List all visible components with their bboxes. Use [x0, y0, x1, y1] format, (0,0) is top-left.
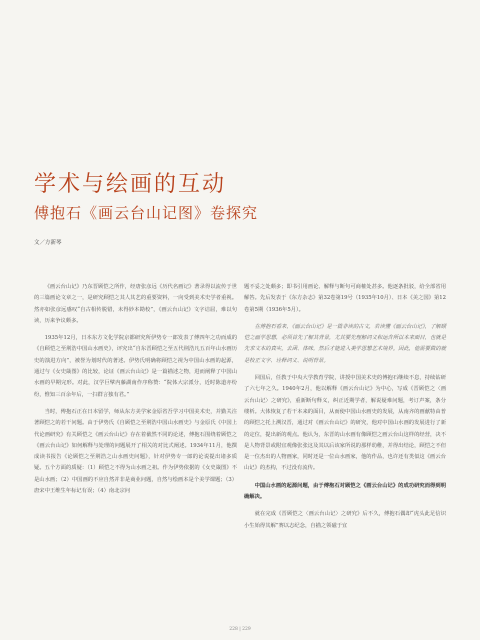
left-text-column: [34, 282, 237, 503]
paragraph: 就在完成《晋顾恺之〈画云台山记〉之研究》后不久，傅抱石偶却“虎头此足信识小生始得其解”赛以志纪念，自描之领磁于宜: [244, 511, 446, 529]
article-title: 学术与绘画的互动: [34, 172, 227, 197]
quote-paragraph: 在傅抱石看来，《画云台山记》是一篇非读的古文，若读懂《画云台山记》，了解顾恺之画学思想，必须首先了解其背景，尤其要先理解词义和运含所以本来面目，也就是先求文本的真实。去函、体味，然后才能进入美学思想艺术境界。因此，他需要做的就是校正文字、诠释词义、说明背景。: [244, 323, 446, 364]
page-number: 228 | 229: [229, 627, 251, 632]
paragraph: 回国后，任教于中央大学教育学院，讲授中国美术史的傅抱石继续不息，持续钻研了六七年之久。1940年2月，他以解释《画云台山记》为中心，写成《晋顾恺之〈画云台山记〉之研究》，重新断句释义，纠正近期学者，解说疑难问题，考订声案，条分缕析。大体恢复了若干本来的面目，从而使中国山水画史的发展，从南齐的画献特由普的顾恺之托上溯汉晋，通过对《画云台山记》的研究，他对中国山水画的发展进行了新的定位，提出新的观点。他认为，东晋的山水画有像顾恺之画云台山这样的经营，决不是人物背景或附宜观像张张这及其以后该家所说的那样幼稚，并得出结论，顾恺之不但是一位杰出的人物画家，同时还是一位山水画家，他的作品，也许还有类似这《画云台山记》的杰构，不过没有流传。: [244, 375, 446, 472]
paragraph: 1935年12月，日本东方文化学院京都研究所伊势专一郎发表了傅四年之功而成的《自顾恺之至荆浩中国山水画史》，评究出“自东晋顾恺之至五代荆浩凡五百年山水画历史的演进方向”，被誉为划时代的著述。伊势氏明确将顾恺之视为中国山水画的起源，通过与《女史箴图》的比较，论证《画云台山记》是一篇描述之物，进而阐释了中国山水画的早期完形。对此，汉学巨擘内藤湖南作序称赞：“院体大宗派分，近时陈道亦纷纷，惟知三百余年后，一扫群言独有君。”: [34, 335, 237, 398]
article-subtitle: 傅抱石《画云台山记图》卷探究: [34, 204, 259, 222]
paragraph: 题不妥之处颇多；即书引用画论、解释与断句可商榷处甚多。他逐条批驳，给全部省用解答。先后发表于《东方杂志》第32卷第19号（1935年10月）、日本《美之国》第12卷第5期（1936年5月）。: [244, 284, 446, 313]
paragraph: 当时，傅抱石正在日本留学，师从东方美学家金原省吾学习中国美术史，并勤关注著顾恺之的若干问题。由于伊势氏《自顾恺之至荆浩中国山水画史》与金原氏《中国上代论画研究》有关顾恺之《画云台山记》存在着截然不同的论述，傅抱石围绕着顾恺之《画云台山记》如何解释与处理的问题展开了相关的对比式阐述。1934年11月，他撰成读书报告《论顾恺之至荆浩之山水画史问题》，针对伊势专一郎的论说提出诸多质疑。五个方面的质疑：（1）顾恺之不得为山水画之祖。作为伊势依据的《女史箴图》不是山水画；（2）中国画的不应自然并非是商业问题，自然与绘画本是个美学课题；（3）唐宋中王维生年标记有误；（4）南北宗问: [34, 408, 237, 495]
right-text-column: [244, 282, 446, 538]
author-byline: 文／方新琴: [34, 240, 62, 246]
highlight-paragraph: 中国山水画的起源问题，由于傅抱石对顾恺之《画云台山记》的成功研究而得到明确解决。: [244, 482, 446, 501]
paragraph: 《画云台山记》乃东晋顾恺之所作，经唐张彦远《历代名画记》著录得以流传于世的三篇画论文章之一，是研究顾恺之其人其艺的重要资料，一向受到美术史学者重视。然亦如张彦远感叹“自古相传脱错，未得妙本勘校”，《画云台山记》文字诘屈，难以句读，历来争议颇多。: [34, 284, 237, 324]
